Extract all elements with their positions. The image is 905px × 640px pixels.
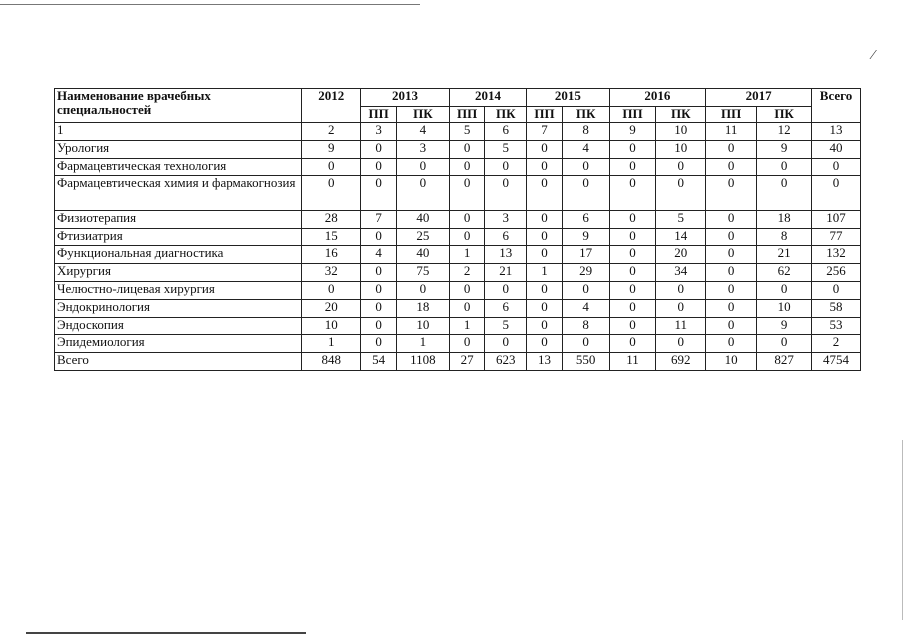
- subheader-pp: ПП: [609, 107, 656, 123]
- table-row: [55, 335, 861, 353]
- col-number: 11: [706, 123, 757, 141]
- subheader-pp: ПП: [706, 107, 757, 123]
- value-cell: 0: [562, 282, 609, 300]
- specialties-table: [54, 88, 861, 371]
- value-cell: 0: [609, 140, 656, 158]
- value-cell: 40: [396, 246, 449, 264]
- total-cell: 58: [812, 299, 861, 317]
- total-cell: 107: [812, 210, 861, 228]
- table-row: [55, 158, 861, 176]
- value-cell: 8: [562, 317, 609, 335]
- value-cell: 5: [656, 210, 706, 228]
- col-number: 1: [55, 123, 302, 141]
- specialty-name-cell: Функциональная диагностика: [55, 246, 302, 264]
- value-cell: 0: [656, 282, 706, 300]
- value-cell: 0: [609, 228, 656, 246]
- value-cell: 1: [396, 335, 449, 353]
- scan-artifact-bottom-line: [26, 632, 306, 634]
- value-cell: 0: [609, 264, 656, 282]
- value-cell: 9: [757, 317, 812, 335]
- value-cell: 550: [562, 353, 609, 371]
- value-cell: 6: [562, 210, 609, 228]
- total-cell: 256: [812, 264, 861, 282]
- value-cell: 7: [361, 210, 397, 228]
- value-cell: 0: [449, 228, 485, 246]
- table-row: [55, 353, 861, 371]
- value-cell: 0: [609, 299, 656, 317]
- value-cell: 0: [609, 246, 656, 264]
- column-number-row: [55, 123, 861, 141]
- value-cell: 0: [706, 264, 757, 282]
- specialty-name-cell: Всего: [55, 353, 302, 371]
- value-cell: 0: [706, 176, 757, 211]
- value-cell: 29: [562, 264, 609, 282]
- col-number: 12: [757, 123, 812, 141]
- table-row: [55, 299, 861, 317]
- value-cell: 9: [302, 140, 361, 158]
- subheader-pk: ПК: [757, 107, 812, 123]
- value-cell: 0: [361, 282, 397, 300]
- header-total: Всего: [812, 89, 861, 123]
- value-cell: 62: [757, 264, 812, 282]
- table-row: [55, 176, 861, 211]
- header-year-2015: 2015: [527, 89, 609, 107]
- value-cell: 0: [485, 158, 527, 176]
- value-cell: 0: [706, 158, 757, 176]
- value-cell: 3: [396, 140, 449, 158]
- table-row: [55, 140, 861, 158]
- value-cell: 0: [706, 210, 757, 228]
- total-cell: 132: [812, 246, 861, 264]
- scan-artifact-right-edge: [902, 440, 903, 620]
- value-cell: 0: [527, 335, 563, 353]
- value-cell: 9: [757, 140, 812, 158]
- value-cell: 40: [396, 210, 449, 228]
- value-cell: 0: [361, 317, 397, 335]
- total-cell: 53: [812, 317, 861, 335]
- subheader-pk: ПК: [656, 107, 706, 123]
- value-cell: 0: [527, 140, 563, 158]
- value-cell: 21: [757, 246, 812, 264]
- value-cell: 0: [449, 176, 485, 211]
- value-cell: 17: [562, 246, 609, 264]
- specialty-name-cell: Фармацевтическая химия и фармакогнозия: [55, 176, 302, 211]
- value-cell: 0: [527, 299, 563, 317]
- header-year-2017: 2017: [706, 89, 812, 107]
- col-number: 10: [656, 123, 706, 141]
- value-cell: 11: [609, 353, 656, 371]
- specialty-name-cell: Хирургия: [55, 264, 302, 282]
- value-cell: 0: [757, 158, 812, 176]
- value-cell: 0: [609, 210, 656, 228]
- value-cell: 34: [656, 264, 706, 282]
- col-number: 3: [361, 123, 397, 141]
- value-cell: 10: [396, 317, 449, 335]
- value-cell: 0: [361, 264, 397, 282]
- header-year-2016: 2016: [609, 89, 706, 107]
- table-row: [55, 246, 861, 264]
- total-cell: 0: [812, 282, 861, 300]
- col-number: 5: [449, 123, 485, 141]
- value-cell: 18: [757, 210, 812, 228]
- value-cell: 0: [706, 335, 757, 353]
- value-cell: 0: [527, 158, 563, 176]
- value-cell: 5: [485, 317, 527, 335]
- value-cell: 0: [527, 282, 563, 300]
- value-cell: 13: [527, 353, 563, 371]
- value-cell: 0: [656, 299, 706, 317]
- value-cell: 13: [485, 246, 527, 264]
- specialty-name-cell: Фтизиатрия: [55, 228, 302, 246]
- header-year-2012: 2012: [302, 89, 361, 123]
- value-cell: 20: [656, 246, 706, 264]
- value-cell: 848: [302, 353, 361, 371]
- value-cell: 0: [609, 335, 656, 353]
- value-cell: 0: [361, 228, 397, 246]
- value-cell: 11: [656, 317, 706, 335]
- total-cell: 40: [812, 140, 861, 158]
- table-row: [55, 282, 861, 300]
- value-cell: 0: [485, 282, 527, 300]
- specialty-name-cell: Эндоскопия: [55, 317, 302, 335]
- value-cell: 0: [449, 282, 485, 300]
- subheader-pk: ПК: [562, 107, 609, 123]
- subheader-pp: ПП: [361, 107, 397, 123]
- value-cell: 692: [656, 353, 706, 371]
- value-cell: 0: [757, 176, 812, 211]
- table-row: [55, 210, 861, 228]
- col-number: 9: [609, 123, 656, 141]
- total-cell: 77: [812, 228, 861, 246]
- value-cell: 15: [302, 228, 361, 246]
- value-cell: 0: [527, 246, 563, 264]
- value-cell: 54: [361, 353, 397, 371]
- value-cell: 1108: [396, 353, 449, 371]
- value-cell: 0: [361, 335, 397, 353]
- value-cell: 0: [302, 158, 361, 176]
- value-cell: 0: [361, 299, 397, 317]
- value-cell: 14: [656, 228, 706, 246]
- value-cell: 0: [656, 335, 706, 353]
- header-row-years: [55, 89, 861, 107]
- subheader-pp: ПП: [449, 107, 485, 123]
- value-cell: 0: [527, 228, 563, 246]
- specialty-name-cell: Урология: [55, 140, 302, 158]
- value-cell: 0: [527, 176, 563, 211]
- pen-mark: ⁄: [872, 48, 875, 63]
- value-cell: 0: [706, 246, 757, 264]
- value-cell: 0: [449, 158, 485, 176]
- value-cell: 0: [609, 317, 656, 335]
- col-number: 6: [485, 123, 527, 141]
- total-cell: 0: [812, 158, 861, 176]
- subheader-pp: ПП: [527, 107, 563, 123]
- value-cell: 0: [449, 335, 485, 353]
- value-cell: 4: [361, 246, 397, 264]
- value-cell: 25: [396, 228, 449, 246]
- value-cell: 827: [757, 353, 812, 371]
- value-cell: 10: [302, 317, 361, 335]
- value-cell: 10: [757, 299, 812, 317]
- value-cell: 75: [396, 264, 449, 282]
- subheader-pk: ПК: [396, 107, 449, 123]
- value-cell: 1: [449, 317, 485, 335]
- specialty-name-cell: Физиотерапия: [55, 210, 302, 228]
- value-cell: 0: [609, 158, 656, 176]
- col-number: 8: [562, 123, 609, 141]
- value-cell: 1: [527, 264, 563, 282]
- value-cell: 2: [449, 264, 485, 282]
- table-body: [55, 123, 861, 371]
- col-number: 4: [396, 123, 449, 141]
- value-cell: 10: [656, 140, 706, 158]
- value-cell: 0: [562, 176, 609, 211]
- value-cell: 6: [485, 228, 527, 246]
- table-row: [55, 317, 861, 335]
- header-year-2013: 2013: [361, 89, 450, 107]
- value-cell: 0: [361, 158, 397, 176]
- value-cell: 0: [609, 176, 656, 211]
- value-cell: 21: [485, 264, 527, 282]
- value-cell: 0: [656, 158, 706, 176]
- value-cell: 0: [485, 335, 527, 353]
- value-cell: 0: [706, 282, 757, 300]
- value-cell: 0: [706, 317, 757, 335]
- value-cell: 0: [396, 282, 449, 300]
- value-cell: 0: [706, 228, 757, 246]
- value-cell: 0: [449, 210, 485, 228]
- value-cell: 0: [562, 158, 609, 176]
- value-cell: 1: [449, 246, 485, 264]
- value-cell: 0: [609, 282, 656, 300]
- table-row: [55, 228, 861, 246]
- value-cell: 0: [449, 140, 485, 158]
- value-cell: 9: [562, 228, 609, 246]
- specialty-name-cell: Фармацевтическая технология: [55, 158, 302, 176]
- value-cell: 0: [757, 282, 812, 300]
- value-cell: 3: [485, 210, 527, 228]
- value-cell: 0: [396, 176, 449, 211]
- value-cell: 0: [706, 140, 757, 158]
- value-cell: 27: [449, 353, 485, 371]
- value-cell: 4: [562, 299, 609, 317]
- value-cell: 32: [302, 264, 361, 282]
- total-cell: 4754: [812, 353, 861, 371]
- value-cell: 0: [302, 176, 361, 211]
- total-cell: 0: [812, 176, 861, 211]
- value-cell: 20: [302, 299, 361, 317]
- header-year-2014: 2014: [449, 89, 526, 107]
- header-specialty-name: Наименование врачебных специальностей: [55, 89, 302, 123]
- value-cell: 623: [485, 353, 527, 371]
- table-row: [55, 264, 861, 282]
- col-number: 7: [527, 123, 563, 141]
- value-cell: 0: [302, 282, 361, 300]
- value-cell: 0: [361, 140, 397, 158]
- value-cell: 0: [361, 176, 397, 211]
- specialty-name-cell: Челюстно-лицевая хирургия: [55, 282, 302, 300]
- value-cell: 6: [485, 299, 527, 317]
- value-cell: 0: [706, 299, 757, 317]
- value-cell: 0: [562, 335, 609, 353]
- col-number: 13: [812, 123, 861, 141]
- value-cell: 0: [527, 317, 563, 335]
- value-cell: 8: [757, 228, 812, 246]
- value-cell: 16: [302, 246, 361, 264]
- subheader-pk: ПК: [485, 107, 527, 123]
- specialty-name-cell: Эндокринология: [55, 299, 302, 317]
- value-cell: 10: [706, 353, 757, 371]
- value-cell: 5: [485, 140, 527, 158]
- specialty-name-cell: Эпидемиология: [55, 335, 302, 353]
- total-cell: 2: [812, 335, 861, 353]
- col-number: 2: [302, 123, 361, 141]
- value-cell: 28: [302, 210, 361, 228]
- value-cell: 0: [757, 335, 812, 353]
- value-cell: 0: [396, 158, 449, 176]
- value-cell: 0: [527, 210, 563, 228]
- value-cell: 18: [396, 299, 449, 317]
- value-cell: 0: [656, 176, 706, 211]
- scan-artifact-top-line: [0, 4, 420, 5]
- value-cell: 4: [562, 140, 609, 158]
- value-cell: 0: [449, 299, 485, 317]
- value-cell: 1: [302, 335, 361, 353]
- value-cell: 0: [485, 176, 527, 211]
